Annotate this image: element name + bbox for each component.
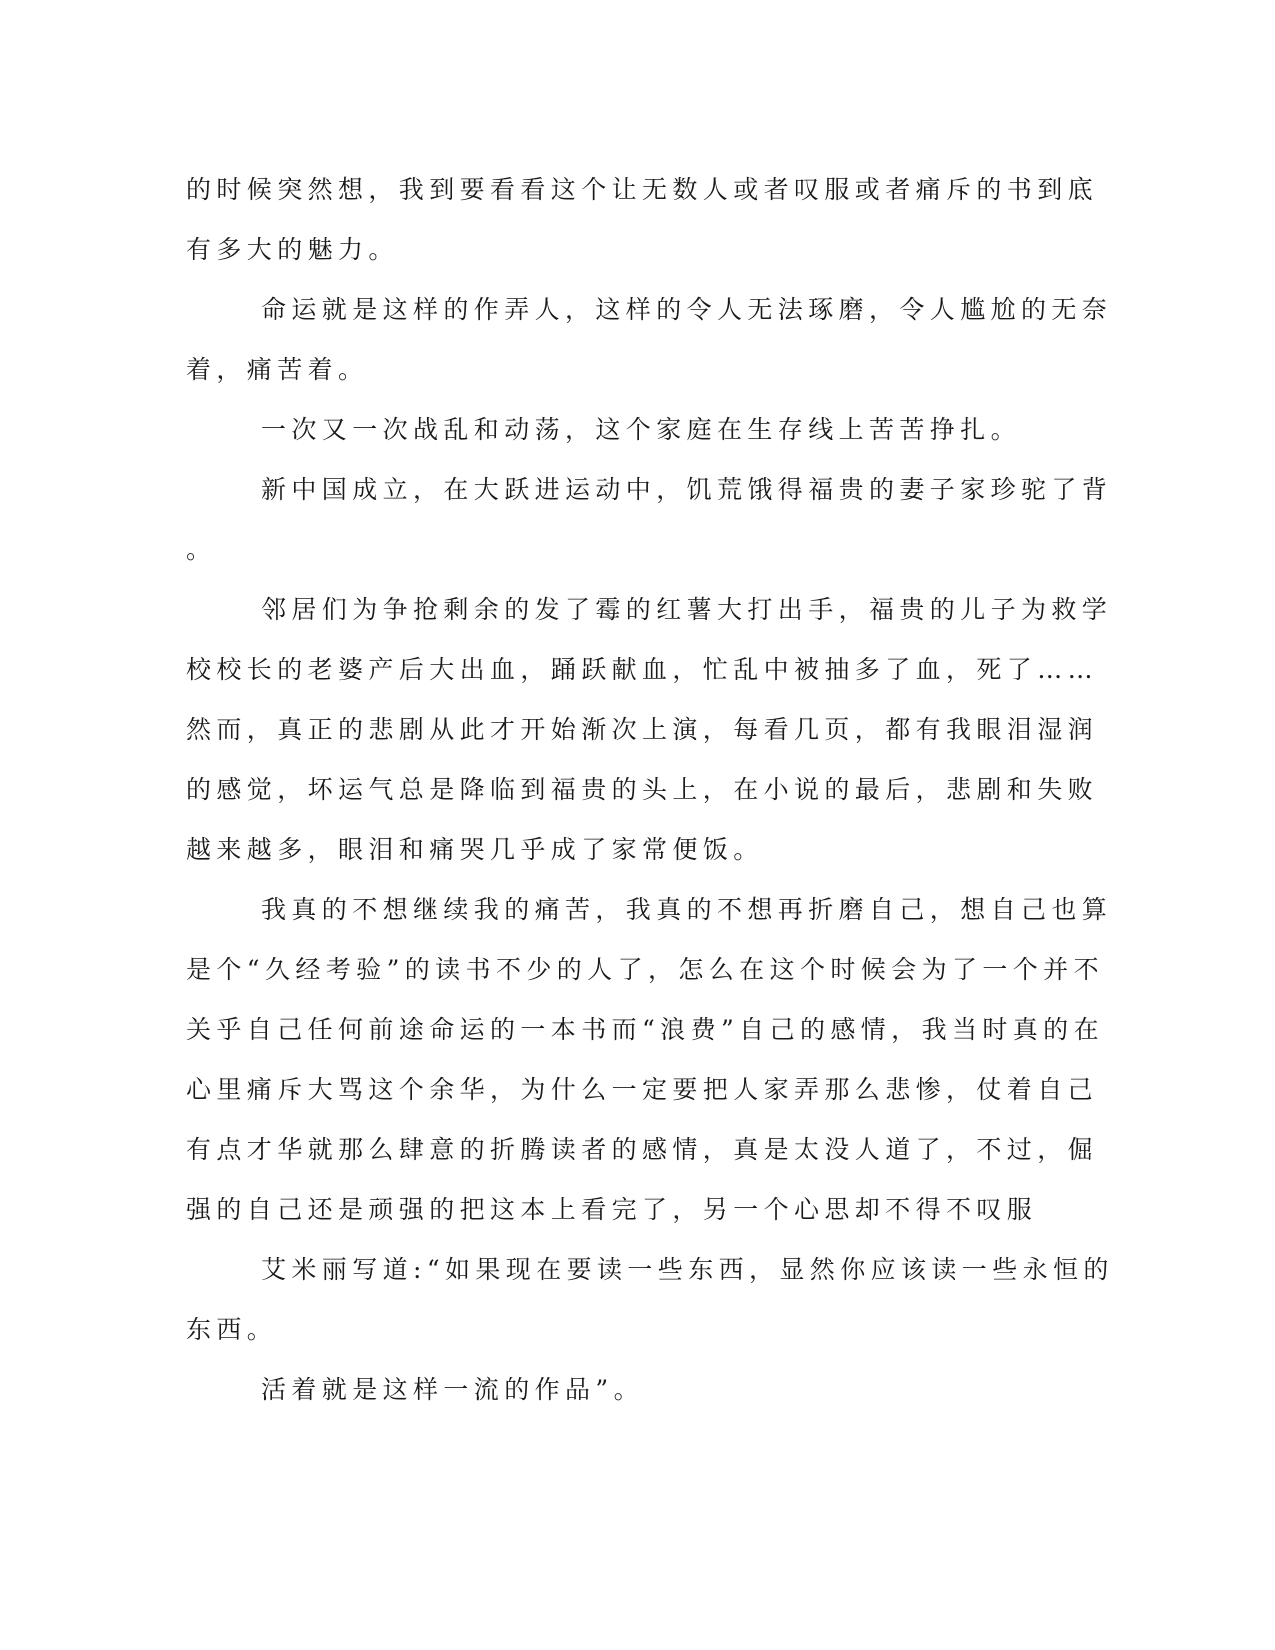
paragraph-first-line: 一次又一次战乱和动荡，这个家庭在生存线上苦苦挣扎。 <box>261 415 1022 444</box>
text-line: 的时候突然想，我到要看看这个让无数人或者叹服或者痛斥的书到底 <box>186 175 1099 204</box>
text-line: 是个“久经考验”的读书不少的人了，怎么在这个时候会为了一个并不 <box>186 955 1104 984</box>
document-body <box>186 160 1114 1420</box>
text-line: 校校长的老婆产后大出血，踊跃献血，忙乱中被抽多了血，死了…… <box>186 655 1099 684</box>
paragraph-first-line: 我真的不想继续我的痛苦，我真的不想再折磨自己，想自己也算 <box>261 895 1113 924</box>
paragraph-first-line: 活着就是这样一流的作品”。 <box>261 1375 644 1404</box>
paragraph-first-line: 艾米丽写道:“如果现在要读一些东西，显然你应该读一些永恒的 <box>261 1255 1114 1284</box>
text-line: 东西。 <box>186 1315 278 1344</box>
text-line: 。 <box>186 535 217 564</box>
paragraph-first-line: 命运就是这样的作弄人，这样的令人无法琢磨，令人尴尬的无奈 <box>261 295 1113 324</box>
text-line: 强的自己还是顽强的把这本上看完了，另一个心思却不得不叹服 <box>186 1195 1038 1224</box>
text-line: 的感觉，坏运气总是降临到福贵的头上，在小说的最后，悲剧和失败 <box>186 775 1099 804</box>
text-line: 有多大的魅力。 <box>186 235 399 264</box>
text-line: 着，痛苦着。 <box>186 355 369 384</box>
text-line: 然而，真正的悲剧从此才开始渐次上演，每看几页，都有我眼泪湿润 <box>186 715 1099 744</box>
text-line: 越来越多，眼泪和痛哭几乎成了家常便饭。 <box>186 835 764 864</box>
text-line: 心里痛斥大骂这个余华，为什么一定要把人家弄那么悲惨，仗着自己 <box>186 1075 1099 1104</box>
paragraph-first-line: 邻居们为争抢剩余的发了霉的红薯大打出手，福贵的儿子为救学 <box>261 595 1113 624</box>
text-line: 有点才华就那么肆意的折腾读者的感情，真是太没人道了，不过，倔 <box>186 1135 1099 1164</box>
text-line: 关乎自己任何前途命运的一本书而“浪费”自己的感情，我当时真的在 <box>186 1015 1104 1044</box>
paragraph-first-line: 新中国成立，在大跃进运动中，饥荒饿得福贵的妻子家珍驼了背 <box>261 475 1113 504</box>
